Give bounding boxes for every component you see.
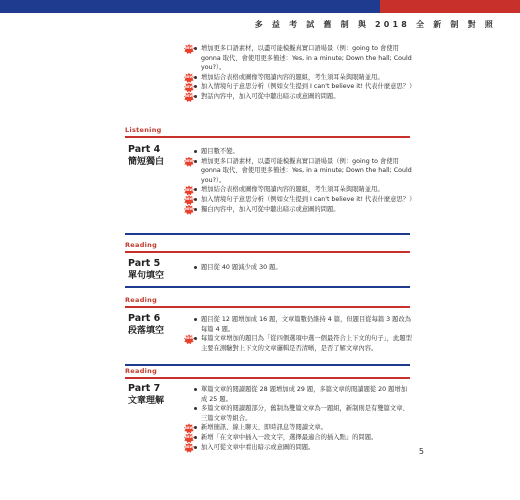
section-label-listening: Listening xyxy=(125,126,162,134)
list-item: 題目從 12 題增加成 16 題，文章篇數仍維持 4 篇，但題目從每篇 3 題改為每篇 4 題。 xyxy=(188,315,413,334)
new-badge-icon: NEW xyxy=(184,205,194,215)
list-item: NEW 每篇文章增加的題目為「從四個選項中選一個最符合上下文的句子」，此題型主要在測驗對上下文的文章邏輯是否清晰，是否了解文章內容。 xyxy=(184,335,412,352)
list-item: NEW 新增簡訊、線上聊天、即時訊息等閱讀文章。 xyxy=(184,424,327,432)
new-badge-icon: NEW xyxy=(184,443,194,453)
new-badge-icon: NEW xyxy=(184,73,194,83)
part7-subtitle: 文章理解 xyxy=(128,396,165,406)
list-item: 題目從 40 題減少成 30 題。 xyxy=(188,263,413,273)
part7-title: Part 7 xyxy=(128,383,161,394)
list-item: NEW 加入情境句子意思分析（例如女生提到 I can't believe it! 代表什麼意思？） xyxy=(184,195,416,203)
section-divider xyxy=(125,233,410,235)
part5-heading xyxy=(128,258,164,282)
list-item: 單篇文章的閱讀題從 28 題增加成 29 題，多篇文章的閱讀題從 20 題增加成 25 題。 xyxy=(188,385,413,404)
part3-change-list xyxy=(184,44,416,102)
part6-title: Part 6 xyxy=(128,313,161,324)
part4-title: Part 4 xyxy=(128,144,161,155)
new-badge-icon: NEW xyxy=(184,44,194,54)
list-item: NEW 增加更多口語素材，以盡可能模擬真實口語場景（例：going to 會使用 gonna 取代、會使用更多簡述：Yes, in a minute; Down the hall; Could you?）。 xyxy=(184,45,412,72)
new-badge-icon: NEW xyxy=(184,92,194,102)
new-badge-icon: NEW xyxy=(184,195,194,205)
list-item: NEW 加入可從文章中看出暗示或意圖的問題。 xyxy=(184,443,315,451)
list-item: NEW 獨白內容中，加入可從中聽出暗示或意圖的問題。 xyxy=(184,205,340,213)
list-item: NEW 加入情境句子意思分析（例如女生提到 I can't believe it! 代表什麼意思？） xyxy=(184,83,416,91)
page-header-title: 多 益 考 試 舊 制 與 2018 全 新 制 對 照 xyxy=(254,20,496,29)
list-item: NEW 對話內容中，加入可從中聽出暗示或意圖的問題。 xyxy=(184,92,340,100)
part4-heading xyxy=(128,144,164,168)
part4-subtitle: 簡短獨白 xyxy=(128,157,165,167)
list-item: NEW 增加更多口語素材，以盡可能模擬真實口語場景（例：going to 會使用 gonna 取代、會使用更多簡述：Yes, in a minute; Down the hall; Could you?）。 xyxy=(184,157,412,184)
list-item: 題目數不變。 xyxy=(188,147,413,157)
section-divider xyxy=(125,306,410,308)
list-item: NEW 增加結合表格或圖像等閱讀內容的題組，考生須耳朵與眼睛並用。 xyxy=(184,73,384,81)
list-item: NEW 新增「在文章中插入一段文字，選擇最適合的插入點」的問題。 xyxy=(184,433,378,441)
part5-change-list xyxy=(188,263,413,273)
section-label-reading: Reading xyxy=(125,367,158,375)
page-number: 5 xyxy=(418,447,424,456)
section-divider xyxy=(125,286,410,288)
section-label-reading: Reading xyxy=(125,241,158,249)
section-divider xyxy=(125,136,410,138)
new-badge-icon: NEW xyxy=(184,334,194,344)
new-badge-icon: NEW xyxy=(184,433,194,443)
new-badge-icon: NEW xyxy=(184,423,194,433)
section-divider xyxy=(125,251,410,253)
part6-subtitle: 段落填空 xyxy=(128,326,165,336)
part5-title: Part 5 xyxy=(128,258,161,269)
section-label-reading: Reading xyxy=(125,296,158,304)
part6-change-list xyxy=(184,315,413,353)
top-bar-red xyxy=(380,0,520,13)
section-divider xyxy=(125,377,410,379)
new-badge-icon: NEW xyxy=(184,185,194,195)
part7-change-list xyxy=(184,385,413,452)
top-bar-blue xyxy=(0,0,380,13)
new-badge-icon: NEW xyxy=(184,157,194,167)
part6-heading xyxy=(128,313,164,337)
new-badge-icon: NEW xyxy=(184,82,194,92)
list-item: NEW 增加結合表格或圖像等閱讀內容的題組，考生須耳朵與眼睛並用。 xyxy=(184,186,384,194)
part7-heading xyxy=(128,383,164,407)
section-divider xyxy=(125,364,410,366)
part4-change-list xyxy=(184,147,416,214)
part5-subtitle: 單句填空 xyxy=(128,271,165,281)
list-item: 多篇文章的閱讀題部分，舊制為雙篇文章為一題組，新制則是有雙篇文章、三篇文章等組合。 xyxy=(188,404,413,423)
top-color-bar xyxy=(0,0,520,13)
